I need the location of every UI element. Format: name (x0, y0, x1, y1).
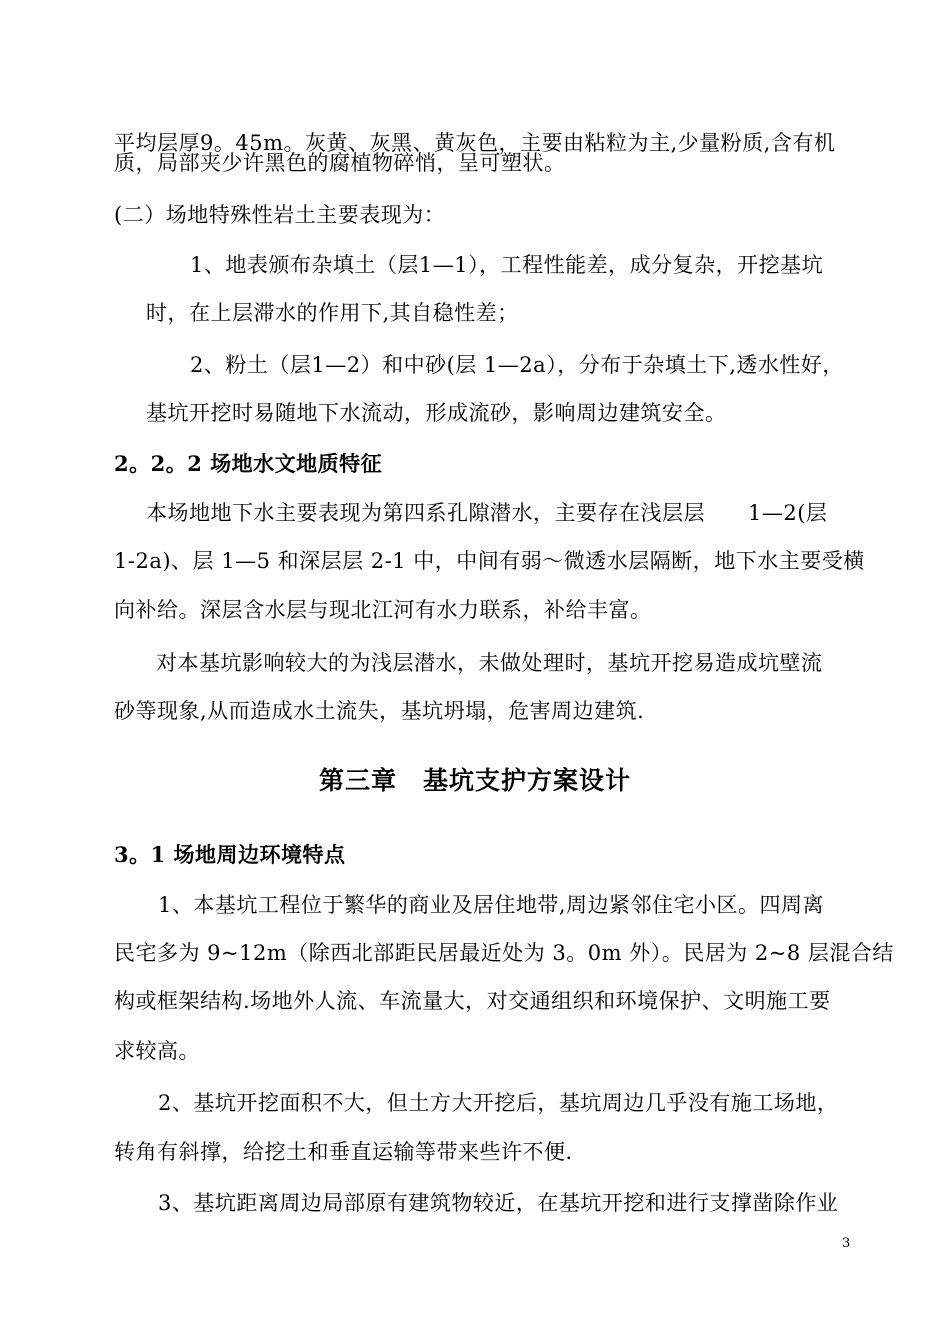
text-line: 转角有斜撑，给挖土和垂直运输等带来些许不便. (114, 1140, 573, 1164)
text-line: 基坑开挖时易随地下水流动，形成流砂，影响周边建筑安全。 (146, 401, 727, 425)
page-number: 3 (842, 1236, 851, 1251)
text-line: 平均层厚9。45m。灰黄、灰黑、黄灰色，主要由粘粒为主,少量粉质,含有机 (114, 131, 836, 155)
text-line: 构或框架结构.场地外人流、车流量大，对交通组织和环境保护、文明施工要 (114, 989, 831, 1013)
text-line: 2、粉土（层1—2）和中砂(层 1—2a），分布于杂填土下,透水性好， (190, 353, 844, 377)
text-line: 1-2a)、层 1—5 和深层层 2-1 中，中间有弱～微透水层隔断，地下水主要受横 (114, 549, 865, 573)
text-line: 本场地地下水主要表现为第四系孔隙潜水，主要存在浅层层 1—2(层 (146, 501, 828, 525)
chapter-title: 第三章 基坑支护方案设计 (318, 766, 631, 795)
text-line: 3、基坑距离周边局部原有建筑物较近，在基坑开挖和进行支撑凿除作业 (158, 1191, 839, 1215)
text-line: 1、本基坑工程位于繁华的商业及居住地带,周边紧邻住宅小区。四周离 (158, 893, 825, 917)
text-line: 时，在上层滞水的作用下,其自稳性差； (146, 301, 519, 325)
text-line: 向补给。深层含水层与现北江河有水力联系，补给丰富。 (114, 598, 652, 622)
text-line: 2、基坑开挖面积不大，但土方大开挖后，基坑周边几乎没有施工场地， (158, 1091, 839, 1115)
text-line: 民宅多为 9~12m（除西北部距民居最近处为 3。0m 外）。民居为 2~8 层混合结 (114, 941, 894, 965)
text-line: 对本基坑影响较大的为浅层潜水，未做处理时，基坑开挖易造成坑壁流 (156, 651, 823, 675)
section-heading: (二）场地特殊性岩土主要表现为： (114, 203, 446, 227)
text-line: 求较高。 (114, 1039, 200, 1063)
text-line: 砂等现象,从而造成水土流失，基坑坍塌，危害周边建筑. (114, 699, 645, 723)
section-heading: 2。2。2 场地水文地质特征 (114, 451, 383, 476)
text-line: 1、地表颁布杂填土（层1—1），工程性能差，成分复杂，开挖基坑 (190, 253, 824, 277)
text-line: 质，局部夹少许黑色的腐植物碎悄，呈可塑状。 (114, 151, 566, 175)
section-heading: 3。1 场地周边环境特点 (114, 842, 346, 867)
